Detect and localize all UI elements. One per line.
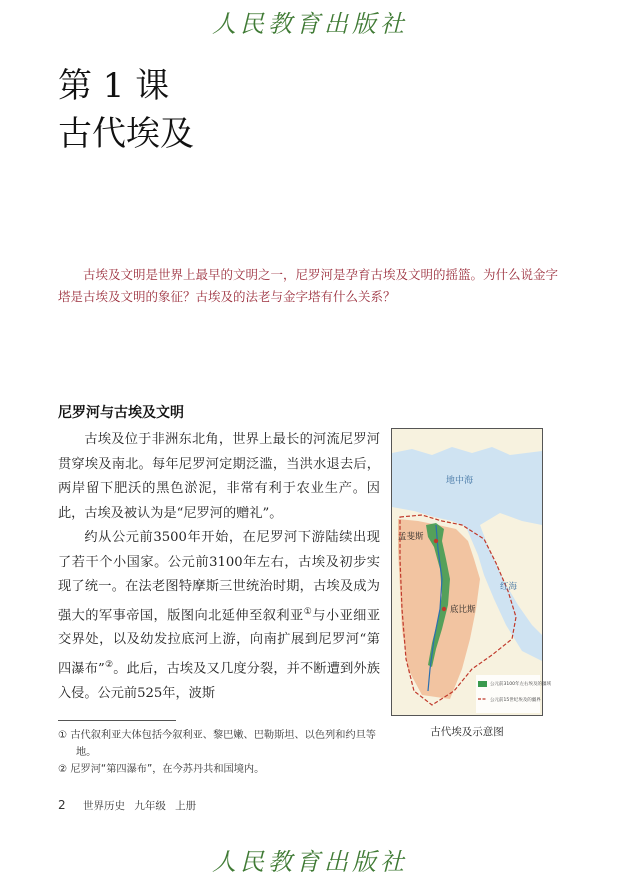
lesson-number: 第 1 课 — [58, 66, 170, 106]
book-volume: 上册 — [175, 800, 197, 812]
page-number: 2 — [58, 798, 66, 812]
map-label-red-sea: 红海 — [500, 582, 518, 592]
paragraph-2-part-a: 约从公元前3500年开始，在尼罗河下游陆续出现了若干个小国家。公元前3100年左右，古埃及初步实现了统一。在法老图特摩斯三世统治时期，古埃及成为强大的军事帝国，版图向北延伸至叙利亚 — [58, 530, 380, 623]
intro-text: 古埃及文明是世界上最早的文明之一，尼罗河是孕育古埃及文明的摇篮。为什么说金字塔是古埃及文明的象征？古埃及的法老与金字塔有什么关系？ — [58, 267, 559, 304]
body-text — [58, 428, 380, 706]
footnote-1: ① 古代叙利亚大体包括今叙利亚、黎巴嫩、巴勒斯坦、以色列和约旦等地。 — [58, 730, 376, 758]
footnote-marker-2[interactable]: ② — [104, 659, 114, 670]
map-label-thebes: 底比斯 — [450, 605, 476, 615]
legend-text-2: 公元前15世纪埃及的疆界 — [490, 698, 541, 703]
paragraph-2-part-b: 与小亚细亚交界处，以及幼发拉底河上游，向南扩展到尼罗河“第四瀑布” — [58, 607, 381, 677]
paragraph-2 — [58, 526, 380, 706]
lesson-title: 古代埃及 — [58, 114, 194, 154]
paragraph-1: 古埃及位于非洲东北角，世界上最长的河流尼罗河贯穿埃及南北。每年尼罗河定期泛滥，当洪水退去后，两岸留下肥沃的黑色淤泥，非常有利于农业生产。因此，古埃及被认为是“尼罗河的赠礼”。 — [58, 432, 380, 521]
memphis-marker — [434, 539, 438, 543]
intro-box — [58, 264, 558, 308]
section-heading: 尼罗河与古埃及文明 — [58, 405, 184, 421]
legend-text-1: 公元前3100年左右埃及的疆域 — [490, 682, 551, 687]
paragraph-2-part-c: 。此后，古埃及又几度分裂，并不断遭到外族入侵。公元前525年，波斯 — [58, 661, 380, 701]
footnote-divider — [58, 720, 176, 721]
legend-swatch-green — [478, 681, 487, 687]
footnote-marker-1[interactable]: ① — [303, 606, 313, 617]
footnotes — [58, 727, 388, 778]
page-footer — [58, 798, 196, 813]
map-caption: 古代埃及示意图 — [430, 726, 504, 738]
map-graphic — [392, 429, 551, 715]
publisher-header: 人民教育出版社 — [212, 10, 408, 38]
map-label-sea: 地中海 — [446, 476, 474, 486]
egypt-map — [391, 428, 551, 716]
book-title: 世界历史 — [82, 800, 125, 812]
book-grade: 九年级 — [134, 800, 166, 812]
publisher-footer: 人民教育出版社 — [212, 848, 408, 876]
map-label-memphis: 孟斐斯 — [398, 532, 424, 542]
thebes-marker — [442, 607, 446, 611]
footnote-2: ② 尼罗河“第四瀑布”，在今苏丹共和国境内。 — [58, 764, 265, 775]
legend-background — [476, 675, 540, 713]
